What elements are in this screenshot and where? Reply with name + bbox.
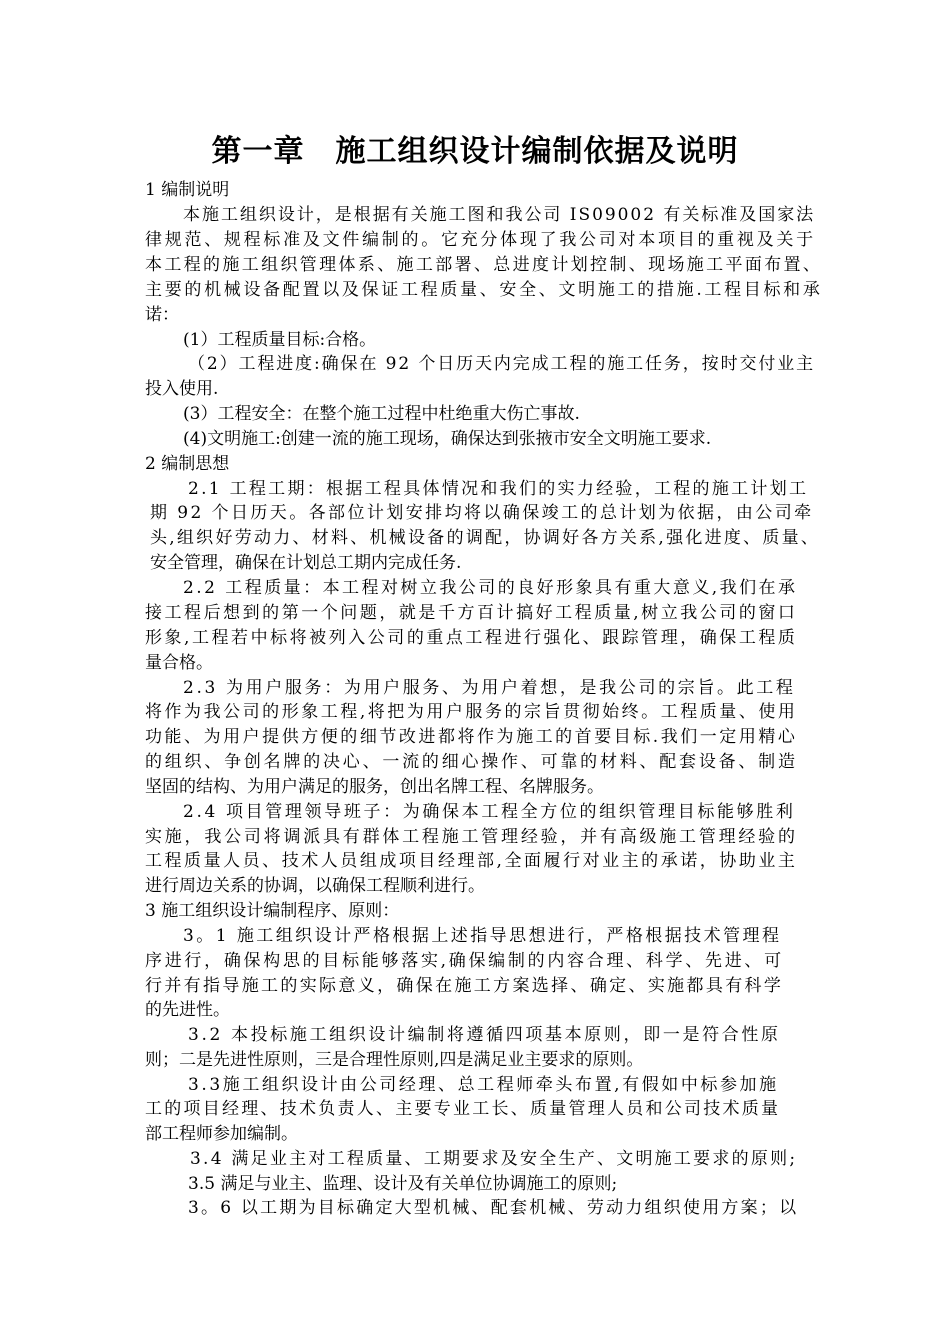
body-line: 进行周边关系的协调，以确保工程顺利进行。 bbox=[145, 876, 485, 896]
body-line: （2）工程进度:确保在 92 个日历天内完成工程的施工任务，按时交付业主 bbox=[188, 354, 816, 374]
body-line: 2.1 工程工期：根据工程具体情况和我们的实力经验，工程的施工计划工 bbox=[188, 479, 809, 499]
body-line: 将作为我公司的形象工程,将把为用户服务的宗旨贯彻始终。工程质量、使用 bbox=[145, 702, 798, 722]
body-line: 坚固的结构、为用户满足的服务，创出名牌工程、名牌服务。 bbox=[145, 777, 604, 797]
body-line: 安全管理，确保在计划总工期内完成任务. bbox=[150, 553, 462, 573]
body-line: 3.3施工组织设计由公司经理、总工程师牵头布置,有假如中标参加施 bbox=[188, 1075, 779, 1095]
body-line: 部工程师参加编制。 bbox=[145, 1124, 298, 1144]
body-line: 律规范、规程标准及文件编制的。它充分体现了我公司对本项目的重视及关于 bbox=[145, 230, 816, 250]
body-line: 主要的机械设备配置以及保证工程质量、安全、文明施工的措施.工程目标和承 bbox=[145, 280, 823, 300]
body-line: 3。1 施工组织设计严格根据上述指导思想进行，严格根据技术管理程 bbox=[183, 926, 782, 946]
body-line: 1 编制说明 bbox=[145, 180, 230, 200]
body-line: 形象,工程若中标将被列入公司的重点工程进行强化、跟踪管理，确保工程质 bbox=[145, 628, 798, 648]
body-line: 量合格。 bbox=[145, 653, 213, 673]
body-line: (1）工程质量目标:合格。 bbox=[183, 330, 377, 350]
body-line: 头,组织好劳动力、材料、机械设备的调配，协调好各方关系,强化进度、质量、 bbox=[150, 528, 821, 548]
body-line: 则；二是先进性原则，三是合理性原则,四是满足业主要求的原则。 bbox=[145, 1050, 644, 1070]
body-line: 3 施工组织设计编制程序、原则： bbox=[145, 901, 400, 921]
body-line: 投入使用. bbox=[145, 379, 219, 399]
body-line: 本施工组织设计，是根据有关施工图和我公司 IS09002 有关标准及国家法 bbox=[183, 205, 816, 225]
body-line: (3）工程安全：在整个施工过程中杜绝重大伤亡事故. bbox=[183, 404, 580, 424]
body-line: 2 编制思想 bbox=[145, 454, 230, 474]
body-line: 3.4 满足业主对工程质量、工期要求及安全生产、文明施工要求的原则; bbox=[190, 1149, 798, 1169]
body-line: 2.3 为用户服务：为用户服务、为用户着想，是我公司的宗旨。此工程 bbox=[183, 678, 796, 698]
body-line: 2.2 工程质量：本工程对树立我公司的良好形象具有重大意义,我们在承 bbox=[183, 578, 798, 598]
body-line: 序进行，确保构思的目标能够落实,确保编制的内容合理、科学、先进、可 bbox=[145, 951, 784, 971]
body-line: 行并有指导施工的实际意义，确保在施工方案选择、确定、实施都具有科学 bbox=[145, 976, 784, 996]
body-line: 接工程后想到的第一个问题，就是千方百计搞好工程质量,树立我公司的窗口 bbox=[145, 603, 798, 623]
body-line: 实施，我公司将调派具有群体工程施工管理经验，并有高级施工管理经验的 bbox=[145, 827, 798, 847]
body-line: 功能、为用户提供方便的细节改进都将作为施工的首要目标.我们一定用精心 bbox=[145, 727, 798, 747]
body-line: 诺： bbox=[145, 305, 179, 325]
body-line: 工程质量人员、技术人员组成项目经理部,全面履行对业主的承诺，协助业主 bbox=[145, 851, 798, 871]
page-title: 第一章 施工组织设计编制依据及说明 bbox=[211, 134, 739, 169]
body-line: 期 92 个日历天。各部位计划安排均将以确保竣工的总计划为依据，由公司牵 bbox=[150, 503, 814, 523]
body-line: (4)文明施工:创建一流的施工现场，确保达到张掖市安全文明施工要求. bbox=[183, 429, 712, 449]
body-line: 的组织、争创名牌的决心、一流的细心操作、可靠的材料、配套设备、制造 bbox=[145, 752, 798, 772]
body-line: 工的项目经理、技术负责人、主要专业工长、质量管理人员和公司技术质量 bbox=[145, 1099, 781, 1119]
body-line: 本工程的施工组织管理体系、施工部署、总进度计划控制、现场施工平面布置、 bbox=[145, 255, 823, 275]
body-line: 3。6 以工期为目标确定大型机械、配套机械、劳动力组织使用方案；以 bbox=[188, 1198, 799, 1218]
body-line: 3.2 本投标施工组织设计编制将遵循四项基本原则，即一是符合性原 bbox=[188, 1025, 781, 1045]
body-line: 3.5 满足与业主、监理、设计及有关单位协调施工的原则; bbox=[188, 1174, 618, 1194]
body-line: 2.4 项目管理领导班子：为确保本工程全方位的组织管理目标能够胜利 bbox=[183, 802, 796, 822]
body-line: 的先进性。 bbox=[145, 1000, 230, 1020]
